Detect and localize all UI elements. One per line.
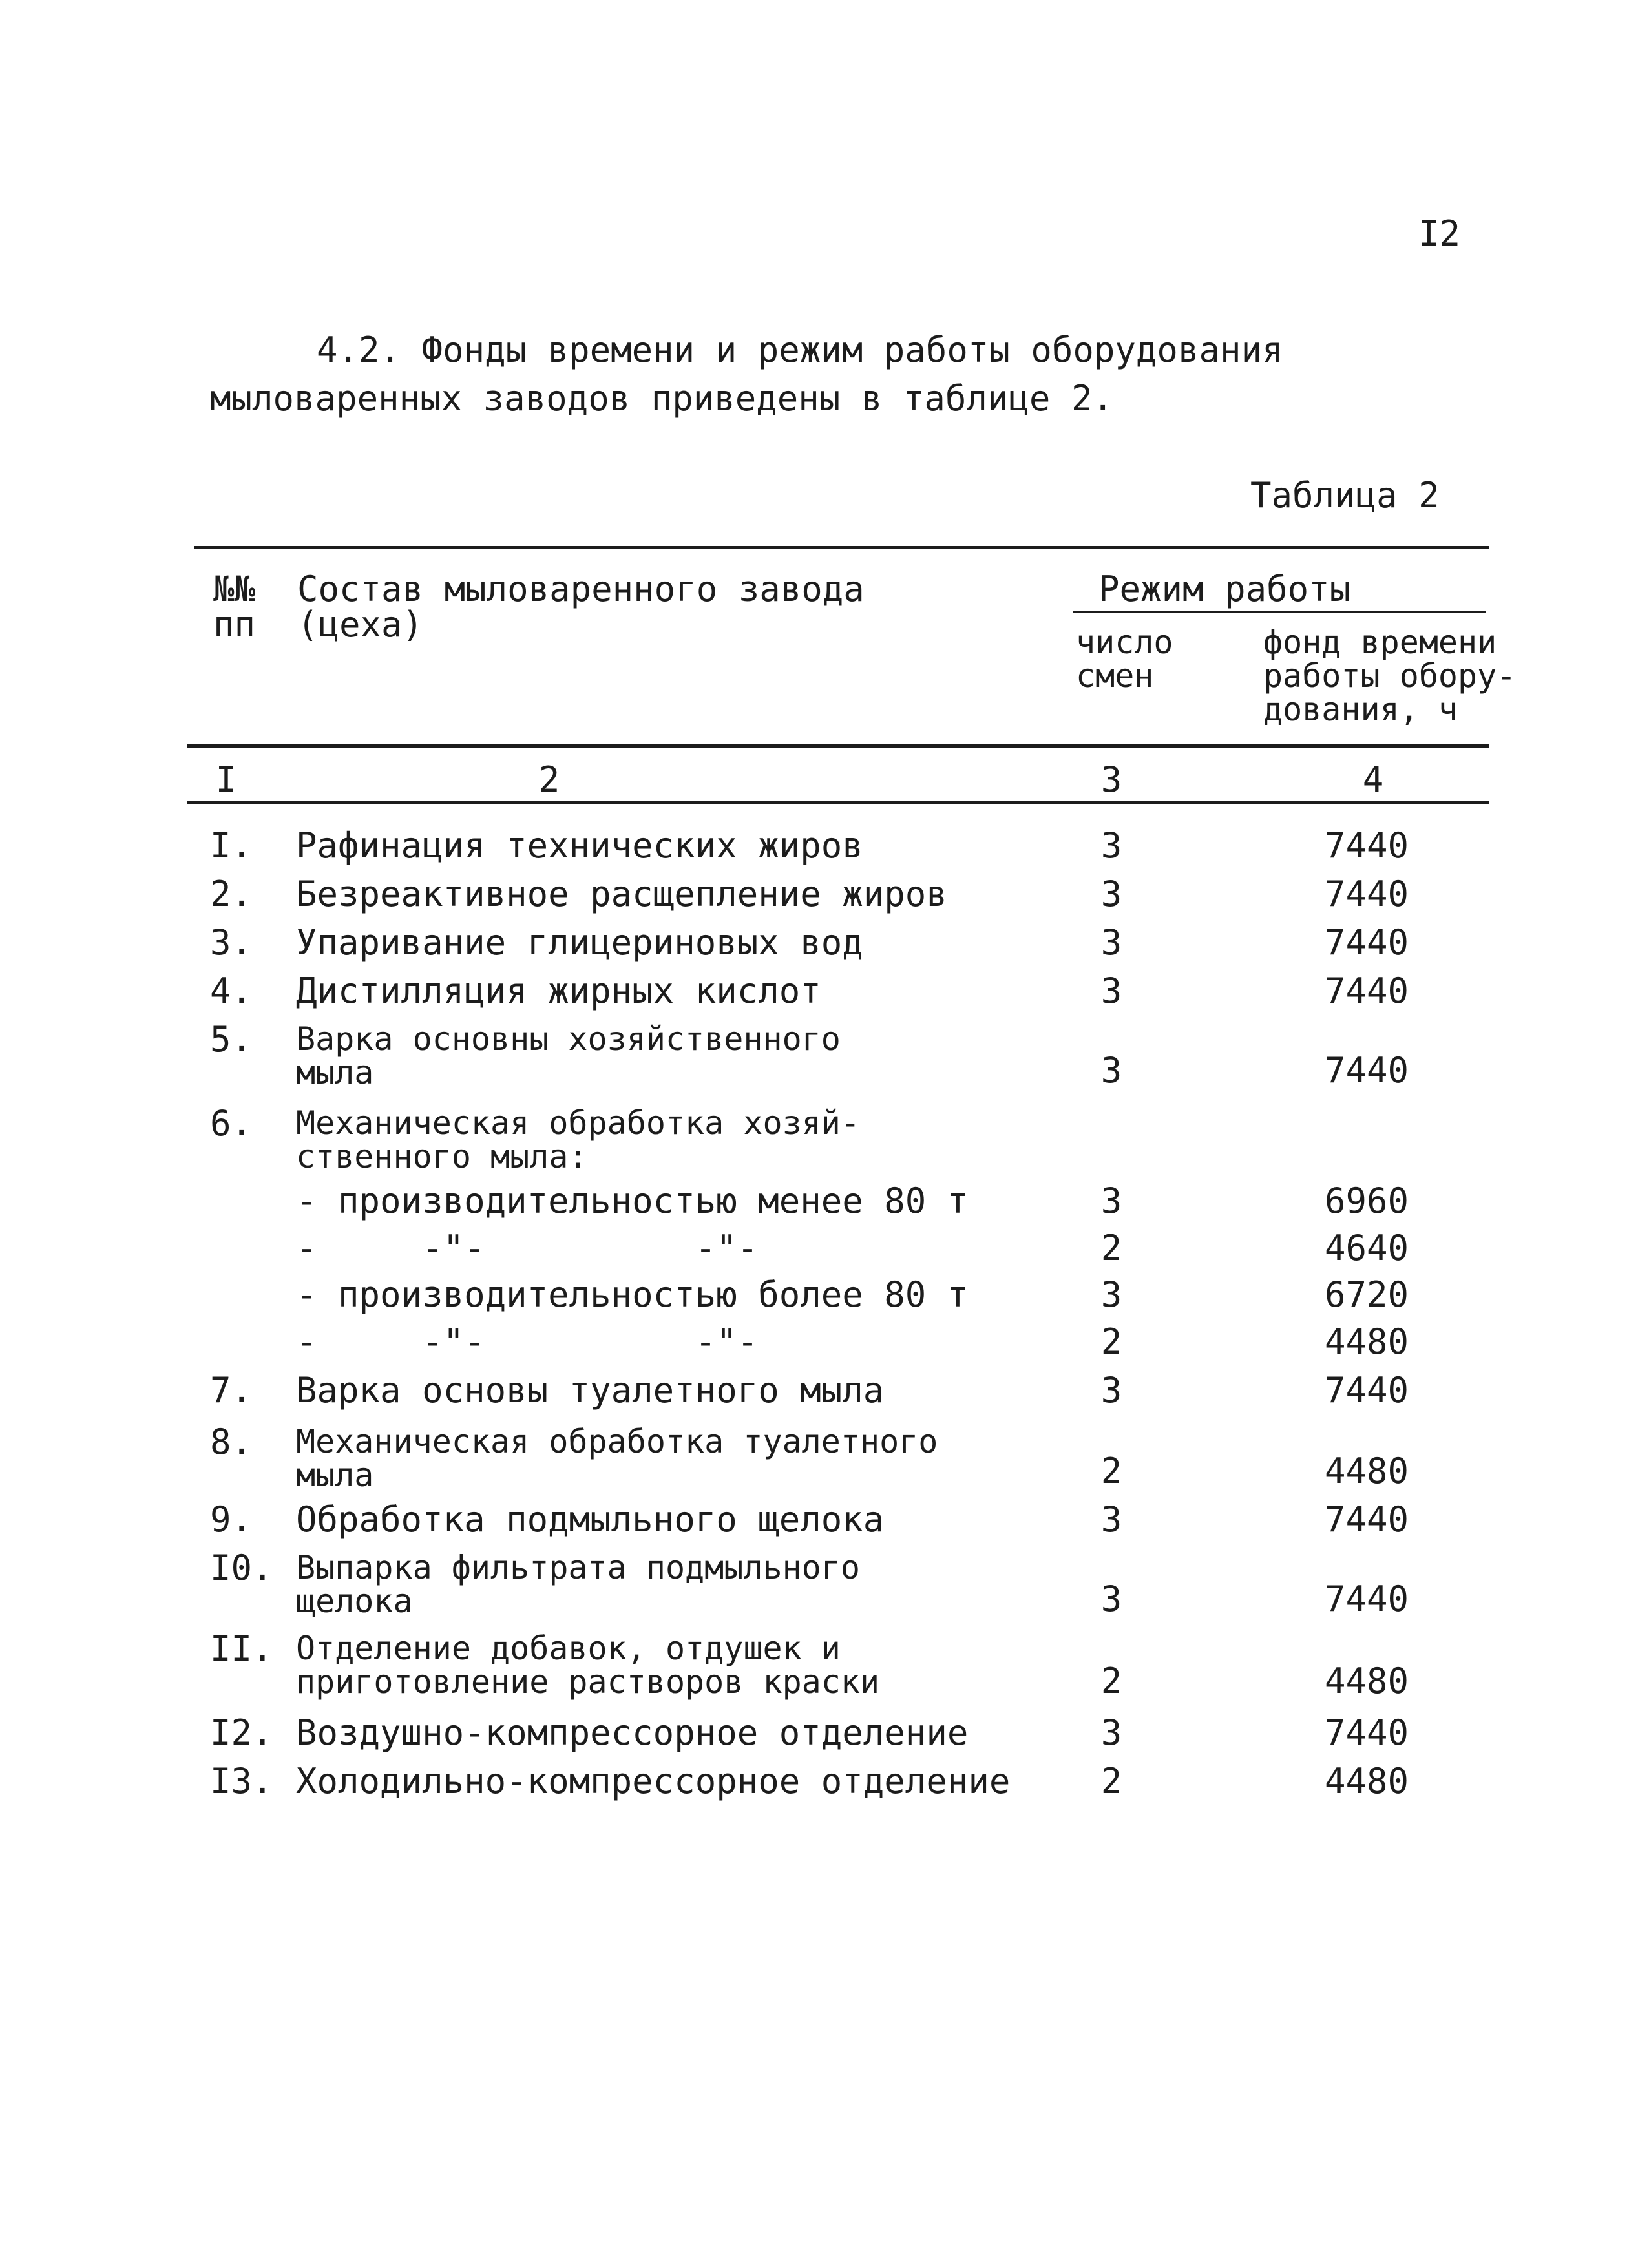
row-shifts: 3 bbox=[1100, 1050, 1122, 1091]
row-fund: 7440 bbox=[1325, 825, 1409, 866]
row-number: 4. bbox=[210, 971, 253, 1011]
header-fund-line-1: фонд времени bbox=[1263, 624, 1497, 661]
row-name: - -"- -"- bbox=[296, 1321, 759, 1362]
header-bottom-rule bbox=[187, 744, 1489, 748]
row-name: Отделение добавок, отдушек и bbox=[296, 1630, 841, 1667]
row-fund: 6720 bbox=[1325, 1274, 1409, 1315]
row-number: 3. bbox=[210, 922, 253, 963]
row-shifts: 3 bbox=[1100, 1712, 1122, 1753]
row-number: 6. bbox=[210, 1103, 253, 1144]
row-number: 9. bbox=[210, 1499, 253, 1540]
row-name: Холодильно-компрессорное отделение bbox=[296, 1761, 1011, 1801]
row-name-cont: мыла bbox=[296, 1456, 374, 1494]
row-number: 8. bbox=[210, 1422, 253, 1462]
row-fund: 7440 bbox=[1325, 1050, 1409, 1091]
row-number: 5. bbox=[210, 1019, 253, 1060]
row-fund: 4480 bbox=[1325, 1661, 1409, 1701]
header-fund-line-2: работы обору- bbox=[1263, 657, 1517, 695]
row-shifts: 3 bbox=[1100, 1370, 1122, 1411]
numbers-bottom-rule bbox=[187, 801, 1489, 804]
row-fund: 7440 bbox=[1325, 1370, 1409, 1411]
row-shifts: 2 bbox=[1100, 1661, 1122, 1701]
row-shifts: 2 bbox=[1100, 1228, 1122, 1268]
row-fund: 7440 bbox=[1325, 1712, 1409, 1753]
header-shifts-line-2: смен bbox=[1076, 657, 1154, 695]
row-fund: 4480 bbox=[1325, 1321, 1409, 1362]
row-number: II. bbox=[210, 1628, 273, 1669]
row-name: - -"- -"- bbox=[296, 1228, 759, 1268]
row-shifts: 2 bbox=[1100, 1761, 1122, 1801]
row-name: - производительностью менее 80 т bbox=[296, 1181, 969, 1221]
row-number: 2. bbox=[210, 874, 253, 914]
row-shifts: 3 bbox=[1100, 825, 1122, 866]
col-number-3: 3 bbox=[1100, 759, 1122, 800]
row-name: Варка основны хозяйственного bbox=[296, 1020, 841, 1058]
row-name-cont: ственного мыла: bbox=[296, 1138, 588, 1175]
header-group-rule bbox=[1073, 611, 1486, 613]
page-number: I2 bbox=[1418, 213, 1461, 254]
header-num-line-2: пп bbox=[213, 604, 256, 645]
row-shifts: 3 bbox=[1100, 1499, 1122, 1540]
row-fund: 7440 bbox=[1325, 874, 1409, 914]
row-number: I. bbox=[210, 825, 253, 866]
row-shifts: 2 bbox=[1100, 1321, 1122, 1362]
row-name: Варка основы туалетного мыла bbox=[296, 1370, 885, 1411]
row-name: - производительностью более 80 т bbox=[296, 1274, 969, 1315]
row-name: Выпарка фильтрата подмыльного bbox=[296, 1549, 860, 1586]
row-name: Воздушно-компрессорное отделение bbox=[296, 1712, 969, 1753]
header-group-label: Режим работы bbox=[1098, 569, 1351, 609]
row-name: Механическая обработка туалетного bbox=[296, 1423, 938, 1460]
row-name: Упаривание глицериновых вод bbox=[296, 922, 863, 963]
header-shifts-line-1: число bbox=[1076, 624, 1173, 661]
row-shifts: 3 bbox=[1100, 874, 1122, 914]
row-number: I3. bbox=[210, 1761, 273, 1801]
table-label: Таблица 2 bbox=[1250, 475, 1440, 516]
header-fund-line-3: дования, ч bbox=[1263, 691, 1458, 728]
row-shifts: 3 bbox=[1100, 1181, 1122, 1221]
row-name: Безреактивное расщепление жиров bbox=[296, 874, 947, 914]
row-fund: 4640 bbox=[1325, 1228, 1409, 1268]
row-name-cont: мыла bbox=[296, 1054, 374, 1091]
row-number: 7. bbox=[210, 1370, 253, 1411]
row-name: Обработка подмыльного щелока bbox=[296, 1499, 885, 1540]
row-fund: 6960 bbox=[1325, 1181, 1409, 1221]
row-fund: 7440 bbox=[1325, 1579, 1409, 1619]
table-top-rule bbox=[194, 546, 1489, 549]
row-number: I2. bbox=[210, 1712, 273, 1753]
header-name-line-1: Состав мыловаренного завода bbox=[297, 569, 865, 609]
row-shifts: 3 bbox=[1100, 971, 1122, 1011]
row-name-cont: приготовление растворов краски bbox=[296, 1663, 880, 1701]
row-fund: 7440 bbox=[1325, 1499, 1409, 1540]
row-name: Механическая обработка хозяй- bbox=[296, 1104, 860, 1142]
row-fund: 4480 bbox=[1325, 1451, 1409, 1491]
intro-line-2: мыловаренных заводов приведены в таблице 2. bbox=[210, 378, 1113, 419]
row-shifts: 3 bbox=[1100, 1579, 1122, 1619]
row-fund: 7440 bbox=[1325, 971, 1409, 1011]
row-fund: 7440 bbox=[1325, 922, 1409, 963]
col-number-4: 4 bbox=[1362, 759, 1384, 800]
col-number-1: I bbox=[215, 759, 237, 800]
header-num-line-1: №№ bbox=[213, 569, 256, 609]
col-number-2: 2 bbox=[538, 759, 560, 800]
intro-line-1: 4.2. Фонды времени и режим работы оборудования bbox=[317, 330, 1283, 370]
row-name: Дистилляция жирных кислот bbox=[296, 971, 821, 1011]
row-name-cont: щелока bbox=[296, 1582, 413, 1620]
row-shifts: 3 bbox=[1100, 922, 1122, 963]
row-shifts: 2 bbox=[1100, 1451, 1122, 1491]
row-number: I0. bbox=[210, 1548, 273, 1588]
row-fund: 4480 bbox=[1325, 1761, 1409, 1801]
row-shifts: 3 bbox=[1100, 1274, 1122, 1315]
row-name: Рафинация технических жиров bbox=[296, 825, 863, 866]
header-name-line-2: (цеха) bbox=[297, 604, 424, 645]
